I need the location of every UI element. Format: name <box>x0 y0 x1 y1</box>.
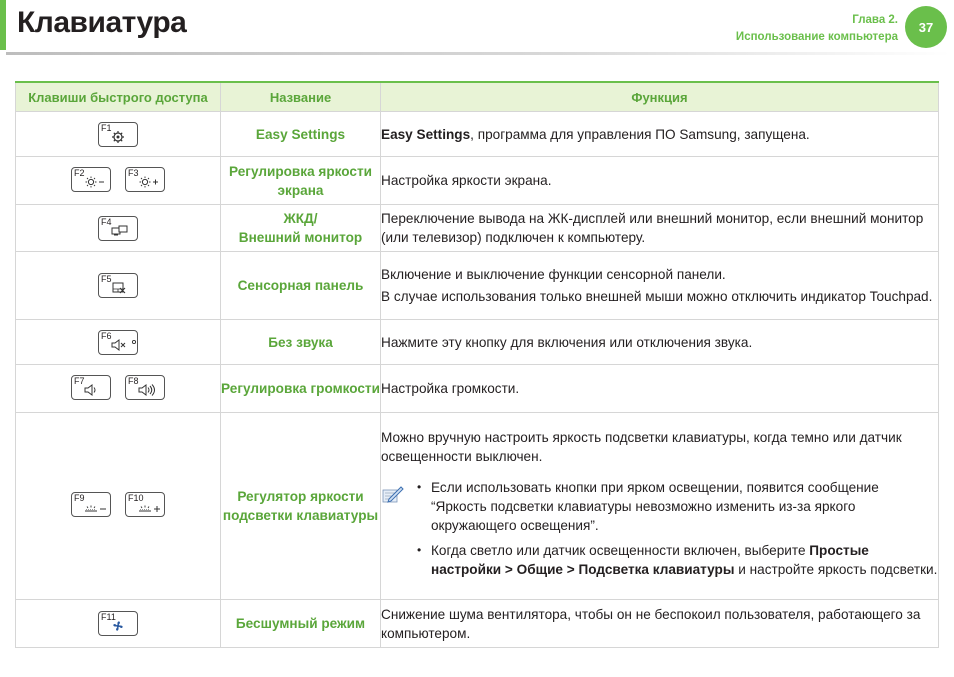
settings-gear-icon <box>111 130 125 147</box>
hotkey-function: Нажмите эту кнопку для включения или отключения звука. <box>381 320 939 365</box>
key-f7: F7 <box>71 375 111 400</box>
hotkey-name: Регулировка громкости <box>221 365 381 413</box>
key-f5: F5 <box>98 273 138 298</box>
keys-cell <box>16 157 221 205</box>
brightness-down-icon <box>84 175 106 192</box>
list-item: • Когда светло или датчик освещенности включен, выберите Простые настройки > Общие > Подсветка клавиатуры и настройте яркость подсветки. <box>431 541 938 579</box>
key-f3: F3 <box>125 167 165 192</box>
note-block <box>381 478 938 585</box>
hotkey-function: Настройка яркости экрана. <box>381 157 939 205</box>
table-row <box>16 205 939 252</box>
hotkey-function: Снижение шума вентилятора, чтобы он не беспокоил пользователя, работающего за компьютером. <box>381 600 939 648</box>
keys-cell <box>16 600 221 648</box>
hotkey-name: Easy Settings <box>221 112 381 157</box>
mute-icon <box>111 338 137 355</box>
hotkey-name: Регулировка яркости экрана <box>221 157 381 205</box>
hotkey-name: Без звука <box>221 320 381 365</box>
page-number-badge: 37 <box>905 6 947 48</box>
keyboard-backlight-up-icon <box>138 500 162 517</box>
hotkey-function: Настройка громкости. <box>381 365 939 413</box>
keys-cell <box>16 413 221 600</box>
silent-fan-icon <box>111 619 125 636</box>
hotkey-name: Регулятор яркости подсветки клавиатуры <box>221 413 381 600</box>
hotkey-function: Можно вручную настроить яркость подсветки клавиатуры, когда темно или датчик освещенности выключен. • Если использовать кнопки при ярком освещении, появится сообщение “Яркость подсветки клавиатуры невозможно изменить из-за яркого окружающего освещения”. • Когда светло или датчик освещенности включен, выберите Простые настройки > Общие > Подсветка клавиатуры и настройте яркость подсветки. <box>381 413 939 600</box>
table-header-row <box>16 82 939 112</box>
key-f2: F2 <box>71 167 111 192</box>
hotkey-name: Бесшумный режим <box>221 600 381 648</box>
key-f4: F4 <box>98 216 138 241</box>
volume-up-icon <box>138 383 156 400</box>
table-row <box>16 252 939 320</box>
display-switch-icon <box>111 224 129 241</box>
hotkey-function: Включение и выключение функции сенсорной панели. В случае использования только внешней мыши можно отключить индикатор Touchpad. <box>381 252 939 320</box>
page-title: Клавиатура <box>17 6 187 39</box>
column-header-function: Функция <box>381 82 939 112</box>
hotkey-function: Переключение вывода на ЖК-дисплей или внешний монитор, если внешний монитор (или телевизор) подключен к компьютеру. <box>381 205 939 252</box>
note-bullet-list <box>409 478 938 585</box>
keyboard-backlight-down-icon <box>84 500 108 517</box>
keys-cell <box>16 112 221 157</box>
table-row <box>16 413 939 600</box>
hotkey-name: ЖКД/ Внешний монитор <box>221 205 381 252</box>
key-f1: F1 <box>98 122 138 147</box>
title-accent-bar <box>0 0 6 50</box>
key-f9: F9 <box>71 492 111 517</box>
keys-cell <box>16 252 221 320</box>
table-row <box>16 112 939 157</box>
hotkeys-table <box>15 81 939 648</box>
table-row <box>16 365 939 413</box>
keys-cell <box>16 205 221 252</box>
keys-cell <box>16 320 221 365</box>
hotkey-name: Сенсорная панель <box>221 252 381 320</box>
chapter-subtitle: Использование компьютера <box>735 31 898 43</box>
volume-down-icon <box>84 383 100 400</box>
hotkey-function: Easy Settings, программа для управления ПО Samsung, запущена. <box>381 112 939 157</box>
column-header-keys: Клавиши быстрого доступа <box>16 82 221 112</box>
keys-cell <box>16 365 221 413</box>
note-pencil-icon <box>381 478 409 585</box>
table-row <box>16 157 939 205</box>
key-f6: F6 <box>98 330 138 355</box>
key-f8: F8 <box>125 375 165 400</box>
chapter-label <box>736 12 898 46</box>
table-row <box>16 600 939 648</box>
key-f10: F10 <box>125 492 165 517</box>
table-row <box>16 320 939 365</box>
chapter-number: Глава 2. <box>852 14 898 26</box>
key-f11: F11 <box>98 611 138 636</box>
title-divider <box>6 52 950 55</box>
column-header-name: Название <box>221 82 381 112</box>
brightness-up-icon <box>138 175 160 192</box>
list-item: • Если использовать кнопки при ярком освещении, появится сообщение “Яркость подсветки клавиатуры невозможно изменить из-за яркого окружающего освещения”. <box>431 478 938 535</box>
touchpad-off-icon <box>111 281 127 298</box>
